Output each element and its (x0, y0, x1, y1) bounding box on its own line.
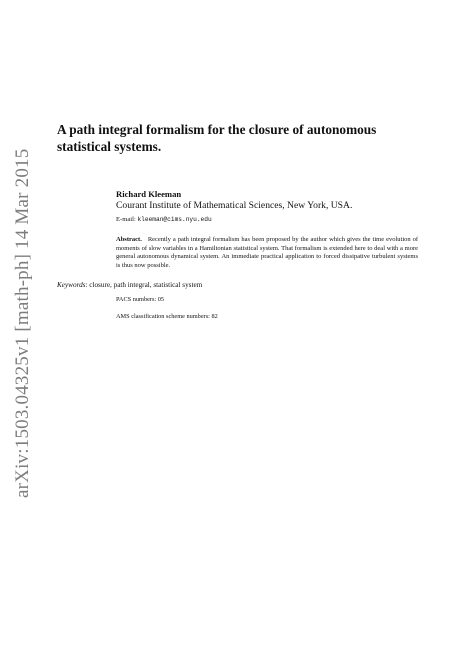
author-name: Richard Kleeman (116, 189, 182, 199)
keywords-label: Keywords (57, 281, 86, 289)
abstract-label: Abstract. (116, 236, 142, 243)
keywords-text: : closure, path integral, statistical system (85, 281, 203, 289)
pacs-numbers: PACS numbers: 05 (116, 296, 165, 303)
arxiv-identifier-stamp (0, 40, 36, 510)
abstract (116, 236, 418, 270)
abstract-text: Recently a path integral formalism has been proposed by the author which gives the time evolution of moments of slow variables in a Hamiltonian statistical system. That formalism is extended here to deal with a more general autonomous dynamical system. An immediate practical application to forced dissipative turbulent systems is thus now possible. (116, 236, 419, 269)
author-block (116, 189, 436, 225)
author-affiliation: Courant Institute of Mathematical Sciences, New York, USA. (116, 200, 353, 211)
author-email-line (116, 215, 436, 225)
ams-classification: AMS classification scheme numbers: 82 (116, 313, 218, 320)
arxiv-id-text: arXiv:1503.04325v1 [math-ph] 14 Mar 2015 (12, 148, 33, 498)
paper-title: A path integral formalism for the closure of autonomous statistical systems. (57, 122, 377, 154)
keywords (57, 281, 417, 290)
email-address[interactable]: kleeman@cims.nyu.edu (137, 216, 212, 223)
email-label: E-mail: (116, 216, 136, 223)
